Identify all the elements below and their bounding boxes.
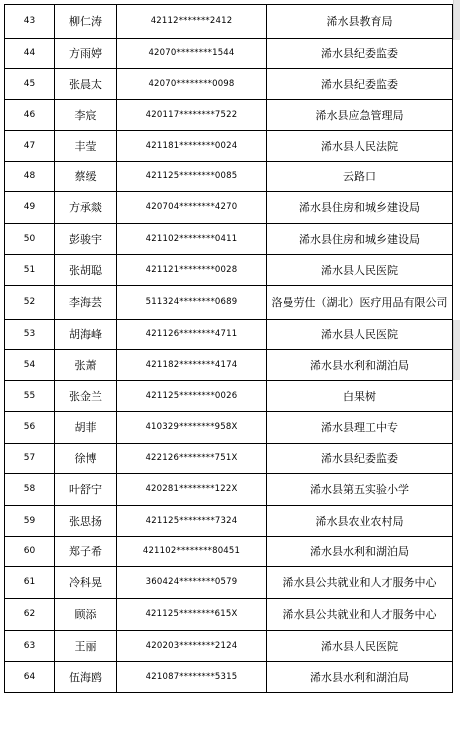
name-cell: 彭骏宇	[55, 224, 117, 255]
table-row	[5, 444, 453, 474]
table-row	[5, 5, 453, 39]
id-number-cell: 421125********0026	[117, 381, 267, 412]
name-cell: 郑子希	[55, 537, 117, 567]
id-number-cell: 421102********0411	[117, 224, 267, 255]
organization-cell: 浠水县住房和城乡建设局	[267, 224, 453, 255]
table-row	[5, 255, 453, 286]
table-row	[5, 381, 453, 412]
name-cell: 方雨婷	[55, 39, 117, 69]
scrollbar-fragment	[453, 320, 460, 380]
name-cell: 张晨太	[55, 69, 117, 100]
organization-cell: 浠水县人民医院	[267, 255, 453, 286]
id-number-cell: 420704********4270	[117, 192, 267, 224]
name-cell: 伍海鸥	[55, 662, 117, 693]
table-row	[5, 412, 453, 444]
name-cell: 胡海峰	[55, 320, 117, 350]
id-number-cell: 421126********4711	[117, 320, 267, 350]
organization-cell: 浠水县农业农村局	[267, 506, 453, 537]
table-row	[5, 39, 453, 69]
row-number-cell: 53	[5, 320, 55, 350]
organization-cell: 浠水县水利和湖泊局	[267, 537, 453, 567]
organization-cell: 浠水县人民法院	[267, 131, 453, 162]
organization-cell: 白果树	[267, 381, 453, 412]
organization-cell: 浠水县第五实验小学	[267, 474, 453, 506]
row-number-cell: 47	[5, 131, 55, 162]
name-cell: 张胡聪	[55, 255, 117, 286]
id-number-cell: 421125********615X	[117, 599, 267, 631]
row-number-cell: 54	[5, 350, 55, 381]
name-cell: 叶舒宁	[55, 474, 117, 506]
id-number-cell: 421121********0028	[117, 255, 267, 286]
organization-cell: 浠水县教育局	[267, 5, 453, 39]
table-row	[5, 224, 453, 255]
row-number-cell: 49	[5, 192, 55, 224]
organization-cell: 浠水县纪委监委	[267, 69, 453, 100]
table-row	[5, 537, 453, 567]
organization-cell: 浠水县纪委监委	[267, 444, 453, 474]
organization-cell: 浠水县纪委监委	[267, 39, 453, 69]
table-row	[5, 286, 453, 320]
table-row	[5, 474, 453, 506]
roster-table	[4, 4, 453, 693]
name-cell: 徐博	[55, 444, 117, 474]
row-number-cell: 60	[5, 537, 55, 567]
id-number-cell: 421181********0024	[117, 131, 267, 162]
organization-cell: 浠水县应急管理局	[267, 100, 453, 131]
organization-cell: 洛曼劳仕（湖北）医疗用品有限公司	[267, 286, 453, 320]
id-number-cell: 421125********7324	[117, 506, 267, 537]
organization-cell: 云路口	[267, 162, 453, 192]
id-number-cell: 421102********80451	[117, 537, 267, 567]
row-number-cell: 46	[5, 100, 55, 131]
id-number-cell: 421182********4174	[117, 350, 267, 381]
id-number-cell: 420203********2124	[117, 631, 267, 662]
table-row	[5, 350, 453, 381]
organization-cell: 浠水县公共就业和人才服务中心	[267, 599, 453, 631]
table-row	[5, 599, 453, 631]
row-number-cell: 63	[5, 631, 55, 662]
organization-cell: 浠水县住房和城乡建设局	[267, 192, 453, 224]
table-row	[5, 100, 453, 131]
table-row	[5, 192, 453, 224]
name-cell: 丰莹	[55, 131, 117, 162]
row-number-cell: 62	[5, 599, 55, 631]
id-number-cell: 421125********0085	[117, 162, 267, 192]
organization-cell: 浠水县公共就业和人才服务中心	[267, 567, 453, 599]
row-number-cell: 48	[5, 162, 55, 192]
row-number-cell: 64	[5, 662, 55, 693]
id-number-cell: 421087********5315	[117, 662, 267, 693]
organization-cell: 浠水县理工中专	[267, 412, 453, 444]
organization-cell: 浠水县人民医院	[267, 631, 453, 662]
roster-table-container	[4, 4, 452, 693]
id-number-cell: 420117********7522	[117, 100, 267, 131]
id-number-cell: 420281********122X	[117, 474, 267, 506]
name-cell: 胡菲	[55, 412, 117, 444]
id-number-cell: 42070********0098	[117, 69, 267, 100]
row-number-cell: 52	[5, 286, 55, 320]
table-row	[5, 162, 453, 192]
row-number-cell: 59	[5, 506, 55, 537]
name-cell: 李海芸	[55, 286, 117, 320]
id-number-cell: 511324********0689	[117, 286, 267, 320]
row-number-cell: 61	[5, 567, 55, 599]
table-row	[5, 320, 453, 350]
table-row	[5, 631, 453, 662]
table-row	[5, 662, 453, 693]
name-cell: 方承燚	[55, 192, 117, 224]
row-number-cell: 50	[5, 224, 55, 255]
name-cell: 张金兰	[55, 381, 117, 412]
row-number-cell: 55	[5, 381, 55, 412]
organization-cell: 浠水县水利和湖泊局	[267, 662, 453, 693]
row-number-cell: 58	[5, 474, 55, 506]
name-cell: 张萧	[55, 350, 117, 381]
organization-cell: 浠水县水利和湖泊局	[267, 350, 453, 381]
row-number-cell: 57	[5, 444, 55, 474]
id-number-cell: 360424********0579	[117, 567, 267, 599]
name-cell: 蔡缓	[55, 162, 117, 192]
scrollbar-fragment	[453, 0, 460, 40]
name-cell: 张思扬	[55, 506, 117, 537]
id-number-cell: 422126********751X	[117, 444, 267, 474]
table-row	[5, 69, 453, 100]
organization-cell: 浠水县人民医院	[267, 320, 453, 350]
row-number-cell: 45	[5, 69, 55, 100]
row-number-cell: 51	[5, 255, 55, 286]
table-row	[5, 131, 453, 162]
id-number-cell: 42070********1544	[117, 39, 267, 69]
name-cell: 王丽	[55, 631, 117, 662]
name-cell: 李宸	[55, 100, 117, 131]
name-cell: 冷科晃	[55, 567, 117, 599]
row-number-cell: 43	[5, 5, 55, 39]
row-number-cell: 56	[5, 412, 55, 444]
name-cell: 顾添	[55, 599, 117, 631]
roster-table-body	[5, 5, 453, 693]
row-number-cell: 44	[5, 39, 55, 69]
id-number-cell: 410329********958X	[117, 412, 267, 444]
table-row	[5, 506, 453, 537]
name-cell: 柳仁涛	[55, 5, 117, 39]
id-number-cell: 42112*******2412	[117, 5, 267, 39]
table-row	[5, 567, 453, 599]
